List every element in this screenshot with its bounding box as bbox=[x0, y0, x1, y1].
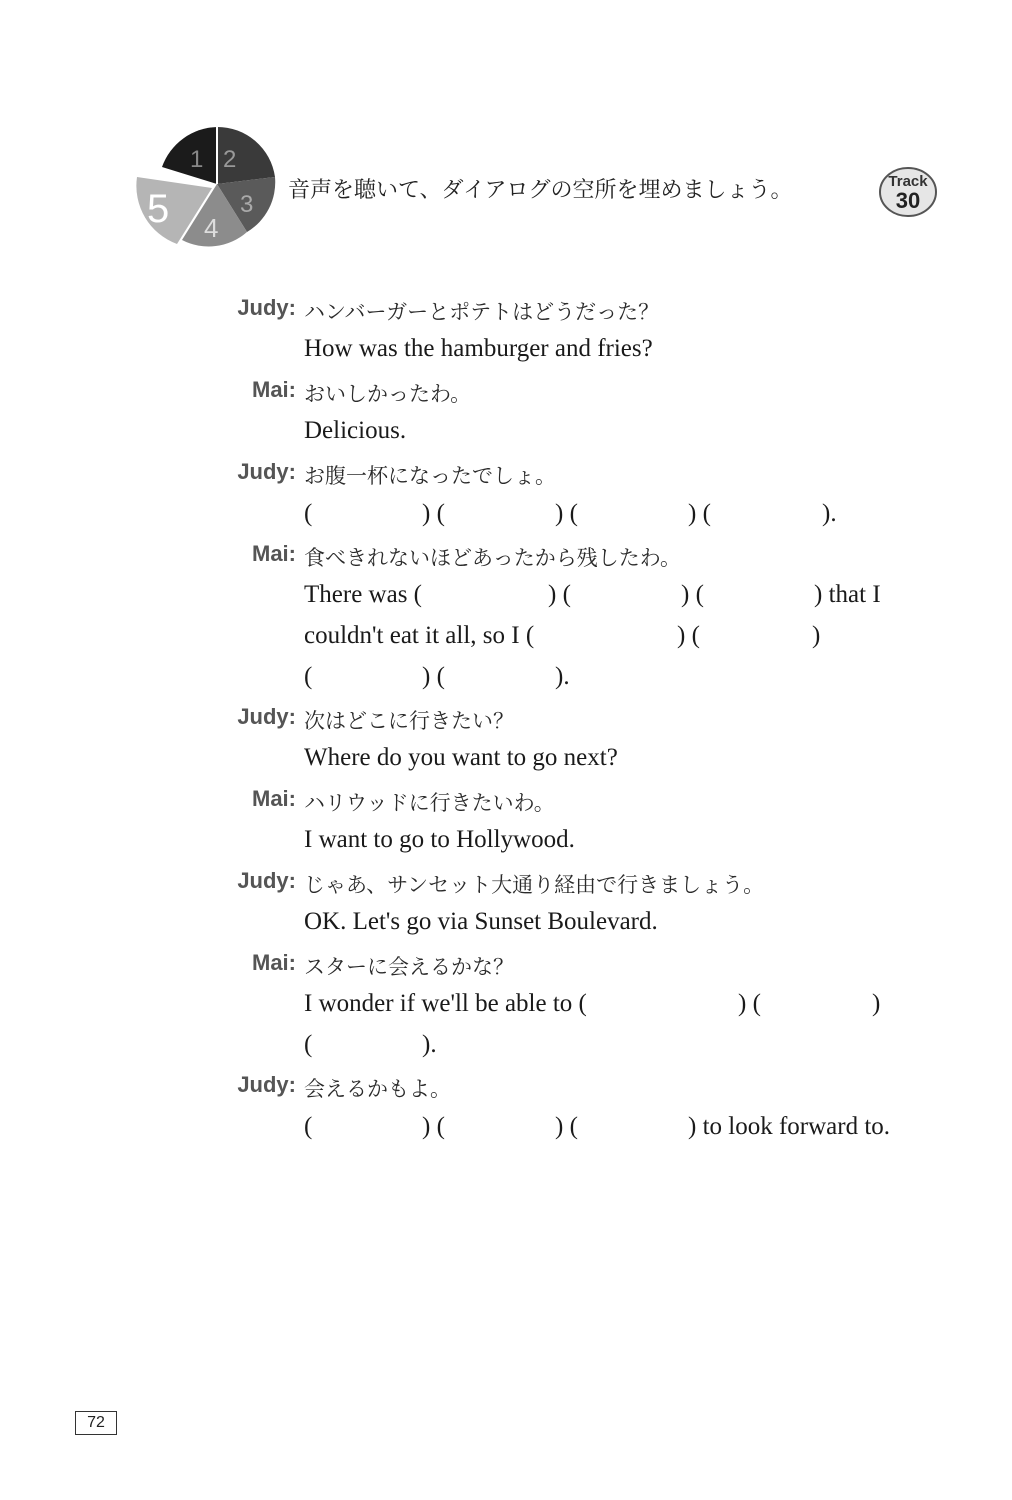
speaker-judy: Judy: bbox=[237, 1072, 296, 1097]
blank-paren: ). bbox=[555, 663, 570, 690]
blank-text: I wonder if we'll be able to ( bbox=[304, 990, 587, 1017]
japanese-line: おいしかったわ。 bbox=[304, 382, 472, 406]
japanese-line: お腹一杯になったでしょ。 bbox=[304, 464, 556, 488]
japanese-line: 次はどこに行きたい？ bbox=[304, 709, 514, 733]
blank-paren: ) bbox=[812, 622, 821, 649]
japanese-line: じゃあ、サンセット大通り経由で行きましょう。 bbox=[304, 873, 765, 897]
instruction-text: 音声を聴いて、ダイアログの空所を埋めましょう。 bbox=[288, 178, 793, 203]
blank-text: couldn't eat it all, so I ( bbox=[304, 622, 535, 649]
track-number: 30 bbox=[895, 188, 921, 213]
speaker-mai: Mai: bbox=[252, 786, 296, 811]
speaker-judy: Judy: bbox=[237, 459, 296, 484]
section-pie-icon bbox=[132, 122, 282, 252]
blank-paren: ). bbox=[422, 1031, 437, 1058]
japanese-line: ハンバーガーとポテトはどうだった？ bbox=[304, 300, 660, 324]
pie-label-2: 2 bbox=[223, 146, 237, 173]
fill-in-blank-line bbox=[304, 663, 944, 697]
blank-paren: ( bbox=[304, 1031, 313, 1058]
blank-text: ) that I bbox=[814, 581, 881, 608]
blank-paren: ) ( bbox=[548, 581, 571, 608]
fill-in-blank-line bbox=[304, 990, 944, 1024]
english-line: I want to go to Hollywood. bbox=[304, 826, 575, 853]
blank-paren: ) ( bbox=[555, 1113, 578, 1140]
blank-text: ) to look forward to. bbox=[688, 1113, 891, 1140]
english-line: How was the hamburger and fries? bbox=[304, 335, 653, 362]
blank-paren: ) bbox=[872, 990, 881, 1017]
speaker-mai: Mai: bbox=[252, 377, 296, 402]
pie-label-5: 5 bbox=[147, 187, 170, 231]
japanese-line: スターに会えるかな？ bbox=[304, 955, 514, 979]
speaker-judy: Judy: bbox=[237, 704, 296, 729]
blank-paren: ) ( bbox=[681, 581, 704, 608]
pie-label-4: 4 bbox=[204, 213, 219, 243]
blank-paren: ) ( bbox=[677, 622, 700, 649]
blank-paren: ) ( bbox=[738, 990, 761, 1017]
fill-in-blank-line bbox=[304, 1031, 944, 1065]
track-label: Track bbox=[888, 173, 928, 190]
fill-in-blank-line bbox=[304, 500, 944, 534]
japanese-line: 食べきれないほどあったから残したわ。 bbox=[304, 546, 681, 570]
blank-paren: ) ( bbox=[555, 500, 578, 527]
english-line: OK. Let's go via Sunset Boulevard. bbox=[304, 908, 658, 935]
speaker-mai: Mai: bbox=[252, 541, 296, 566]
blank-paren: ) ( bbox=[422, 1113, 445, 1140]
english-line: Where do you want to go next? bbox=[304, 744, 618, 771]
blank-text: There was ( bbox=[304, 581, 422, 608]
fill-in-blank-line bbox=[304, 1113, 944, 1147]
pie-label-3: 3 bbox=[240, 191, 254, 218]
page-number: 72 bbox=[75, 1411, 117, 1435]
fill-in-blank-line bbox=[304, 622, 944, 656]
speaker-mai: Mai: bbox=[252, 950, 296, 975]
blank-paren: ). bbox=[822, 500, 837, 527]
english-line: Delicious. bbox=[304, 417, 407, 444]
blank-paren: ( bbox=[304, 663, 313, 690]
pie-label-1: 1 bbox=[190, 146, 204, 173]
fill-in-blank-line bbox=[304, 581, 944, 615]
blank-paren: ) ( bbox=[688, 500, 711, 527]
speaker-judy: Judy: bbox=[237, 868, 296, 893]
blank-paren: ) ( bbox=[422, 500, 445, 527]
japanese-line: 会えるかもよ。 bbox=[304, 1077, 451, 1101]
blank-paren: ) ( bbox=[422, 663, 445, 690]
japanese-line: ハリウッドに行きたいわ。 bbox=[304, 791, 555, 815]
blank-paren: ( bbox=[304, 1113, 313, 1140]
blank-paren: ( bbox=[304, 500, 313, 527]
track-badge-icon bbox=[878, 166, 938, 218]
speaker-judy: Judy: bbox=[237, 295, 296, 320]
